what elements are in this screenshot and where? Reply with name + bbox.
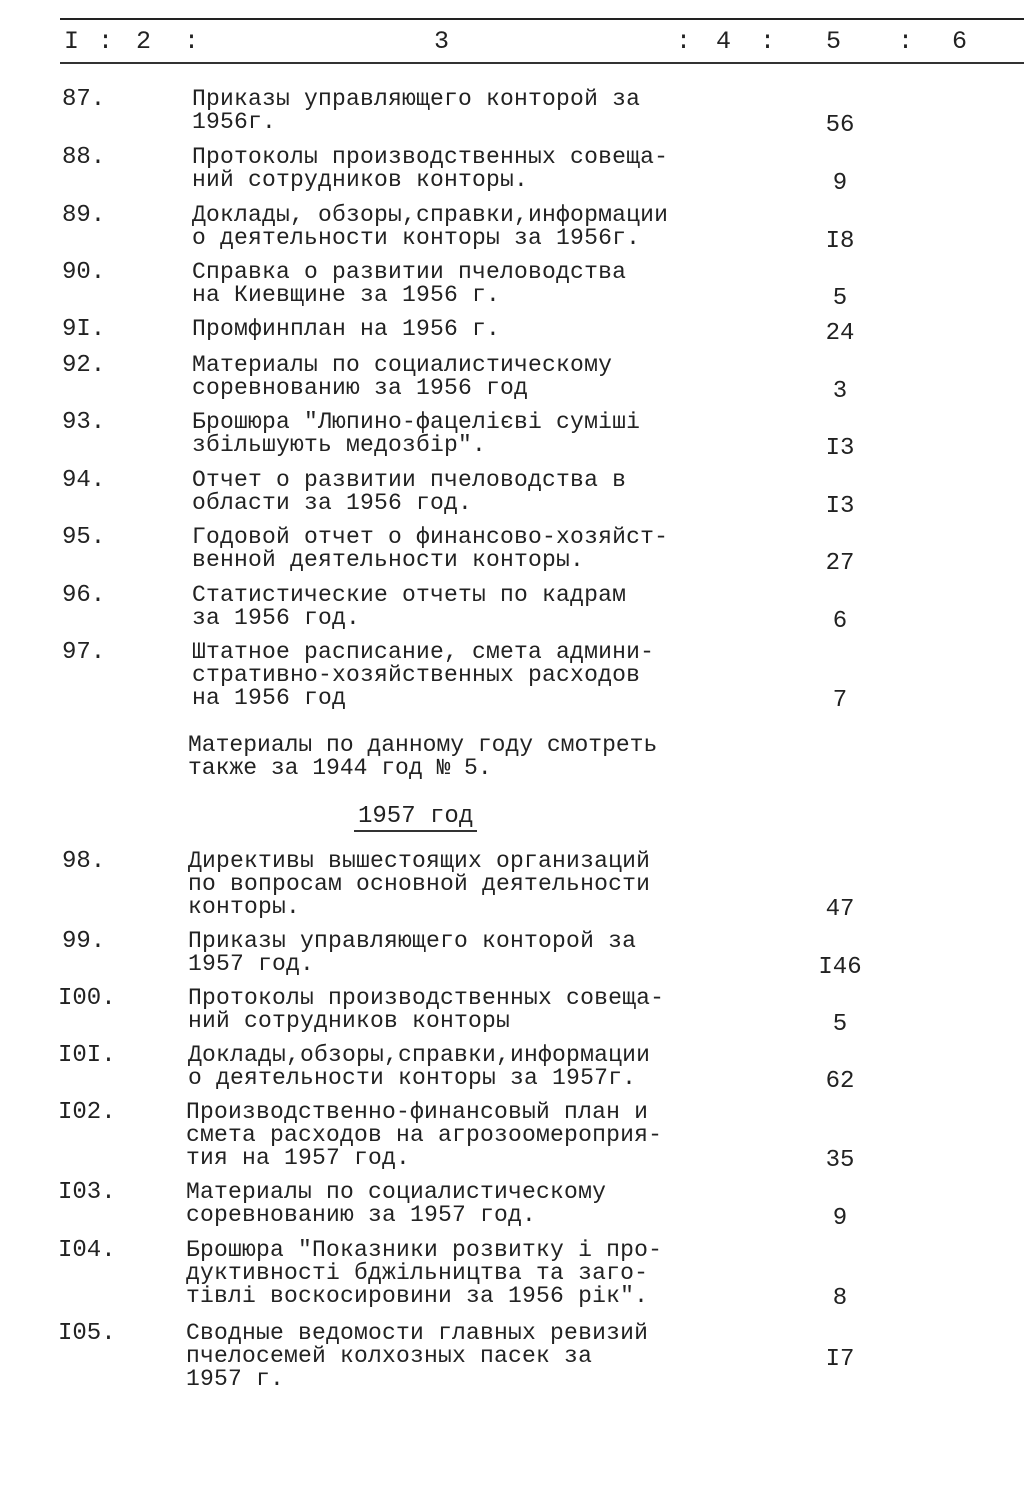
- entry-title: Отчет о развитии пчеловодства в области за 1956 год.: [192, 467, 627, 516]
- entry-title: Приказы управляющего конторой за 1957 год.: [188, 928, 637, 977]
- entry-number: 87.: [62, 86, 106, 113]
- entry-sheet-count: 27: [825, 550, 855, 577]
- entry-number: I03.: [58, 1179, 116, 1206]
- header-col-3: 3: [434, 27, 450, 56]
- entry-number: 88.: [62, 144, 106, 171]
- header-col-6: 6: [952, 27, 968, 56]
- entry-sheet-count: I8: [825, 228, 855, 255]
- entry-title: Промфинплан на 1956 г.: [192, 316, 501, 342]
- entry-title: Сводные ведомости главных ревизий пчелосемей колхозных пасек за 1957 г.: [186, 1320, 649, 1392]
- entry-sheet-count: 3: [832, 378, 848, 405]
- entry-sheet-count: 56: [825, 112, 855, 139]
- header-sep: :: [898, 27, 914, 56]
- entry-number: I05.: [58, 1320, 116, 1347]
- entry-title: Доклады,обзоры,справки,информации о деятельности конторы за 1957г.: [188, 1042, 651, 1091]
- entry-sheet-count: 5: [832, 1011, 848, 1038]
- entry-title: Производственно-финансовый план и смета расходов на агрозоомероприя- тия на 1957 год.: [186, 1099, 663, 1171]
- entry-sheet-count: 6: [832, 608, 848, 635]
- entry-title: Брошюра "Показники розвитку і про- дуктивності бджільництва та заго- тівлі воскосировини за 1956 рік".: [186, 1237, 663, 1309]
- entry-number: 93.: [62, 409, 106, 436]
- entry-title: Протоколы производственных совеща- ний сотрудников конторы.: [192, 144, 669, 193]
- header-top-rule: [60, 18, 1024, 20]
- entry-sheet-count: 8: [832, 1285, 848, 1312]
- header-col-1: I: [64, 27, 80, 56]
- entry-title: Справка о развитии пчеловодства на Киевщине за 1956 г.: [192, 259, 627, 308]
- entry-sheet-count: I46: [818, 954, 862, 981]
- entry-title: Годовой отчет о финансово-хозяйст- венной деятельности конторы.: [192, 524, 669, 573]
- entry-number: I02.: [58, 1099, 116, 1126]
- header-sep: :: [760, 27, 776, 56]
- entry-title: Брошюра "Люпино-фацелієві суміші збільшують медозбір".: [192, 409, 641, 458]
- entry-number: 94.: [62, 467, 106, 494]
- entry-number: 96.: [62, 582, 106, 609]
- entry-sheet-count: 35: [825, 1147, 855, 1174]
- entry-title: Статистические отчеты по кадрам за 1956 год.: [192, 582, 627, 631]
- entry-number: 99.: [62, 928, 106, 955]
- entry-sheet-count: 7: [832, 687, 848, 714]
- entry-number: 9I.: [62, 316, 106, 343]
- entry-number: 98.: [62, 848, 106, 875]
- header-sep: :: [676, 27, 692, 56]
- entry-number: 89.: [62, 202, 106, 229]
- entry-sheet-count: 5: [832, 285, 848, 312]
- header-sep: :: [184, 27, 200, 56]
- entry-title: Материалы по социалистическому соревнованию за 1957 год.: [186, 1179, 607, 1228]
- entry-number: 90.: [62, 259, 106, 286]
- entry-sheet-count: 9: [832, 1205, 848, 1232]
- entry-sheet-count: 24: [825, 320, 855, 347]
- entry-number: I04.: [58, 1237, 116, 1264]
- entry-title: Приказы управляющего конторой за 1956г.: [192, 86, 641, 135]
- header-col-5: 5: [826, 27, 842, 56]
- entry-sheet-count: I3: [825, 493, 855, 520]
- header-col-4: 4: [716, 27, 732, 56]
- entry-sheet-count: 9: [832, 170, 848, 197]
- header-sep: :: [98, 27, 114, 56]
- entry-number: I0I.: [58, 1042, 116, 1069]
- header-col-2: 2: [136, 27, 152, 56]
- entry-sheet-count: 62: [825, 1068, 855, 1095]
- entry-title: Доклады, обзоры,справки,информации о деятельности конторы за 1956г.: [192, 202, 669, 251]
- entry-number: 97.: [62, 639, 106, 666]
- header-bottom-rule: [60, 62, 1024, 64]
- entry-number: I00.: [58, 985, 116, 1012]
- entry-title: Протоколы производственных совеща- ний сотрудников конторы: [188, 985, 665, 1034]
- entry-sheet-count: I3: [825, 435, 855, 462]
- cross-reference-note: Материалы по данному году смотреть также за 1944 год № 5.: [188, 732, 658, 781]
- entry-title: Директивы вышестоящих организаций по вопросам основной деятельности конторы.: [188, 848, 651, 920]
- entry-sheet-count: 47: [825, 896, 855, 923]
- entry-title: Штатное расписание, смета админи- стративно-хозяйственных расходов на 1956 год: [192, 639, 655, 711]
- entry-number: 95.: [62, 524, 106, 551]
- entry-title: Материалы по социалистическому соревнованию за 1956 год: [192, 352, 613, 401]
- entry-sheet-count: I7: [825, 1346, 855, 1373]
- entry-number: 92.: [62, 352, 106, 379]
- year-heading: 1957 год: [354, 804, 477, 832]
